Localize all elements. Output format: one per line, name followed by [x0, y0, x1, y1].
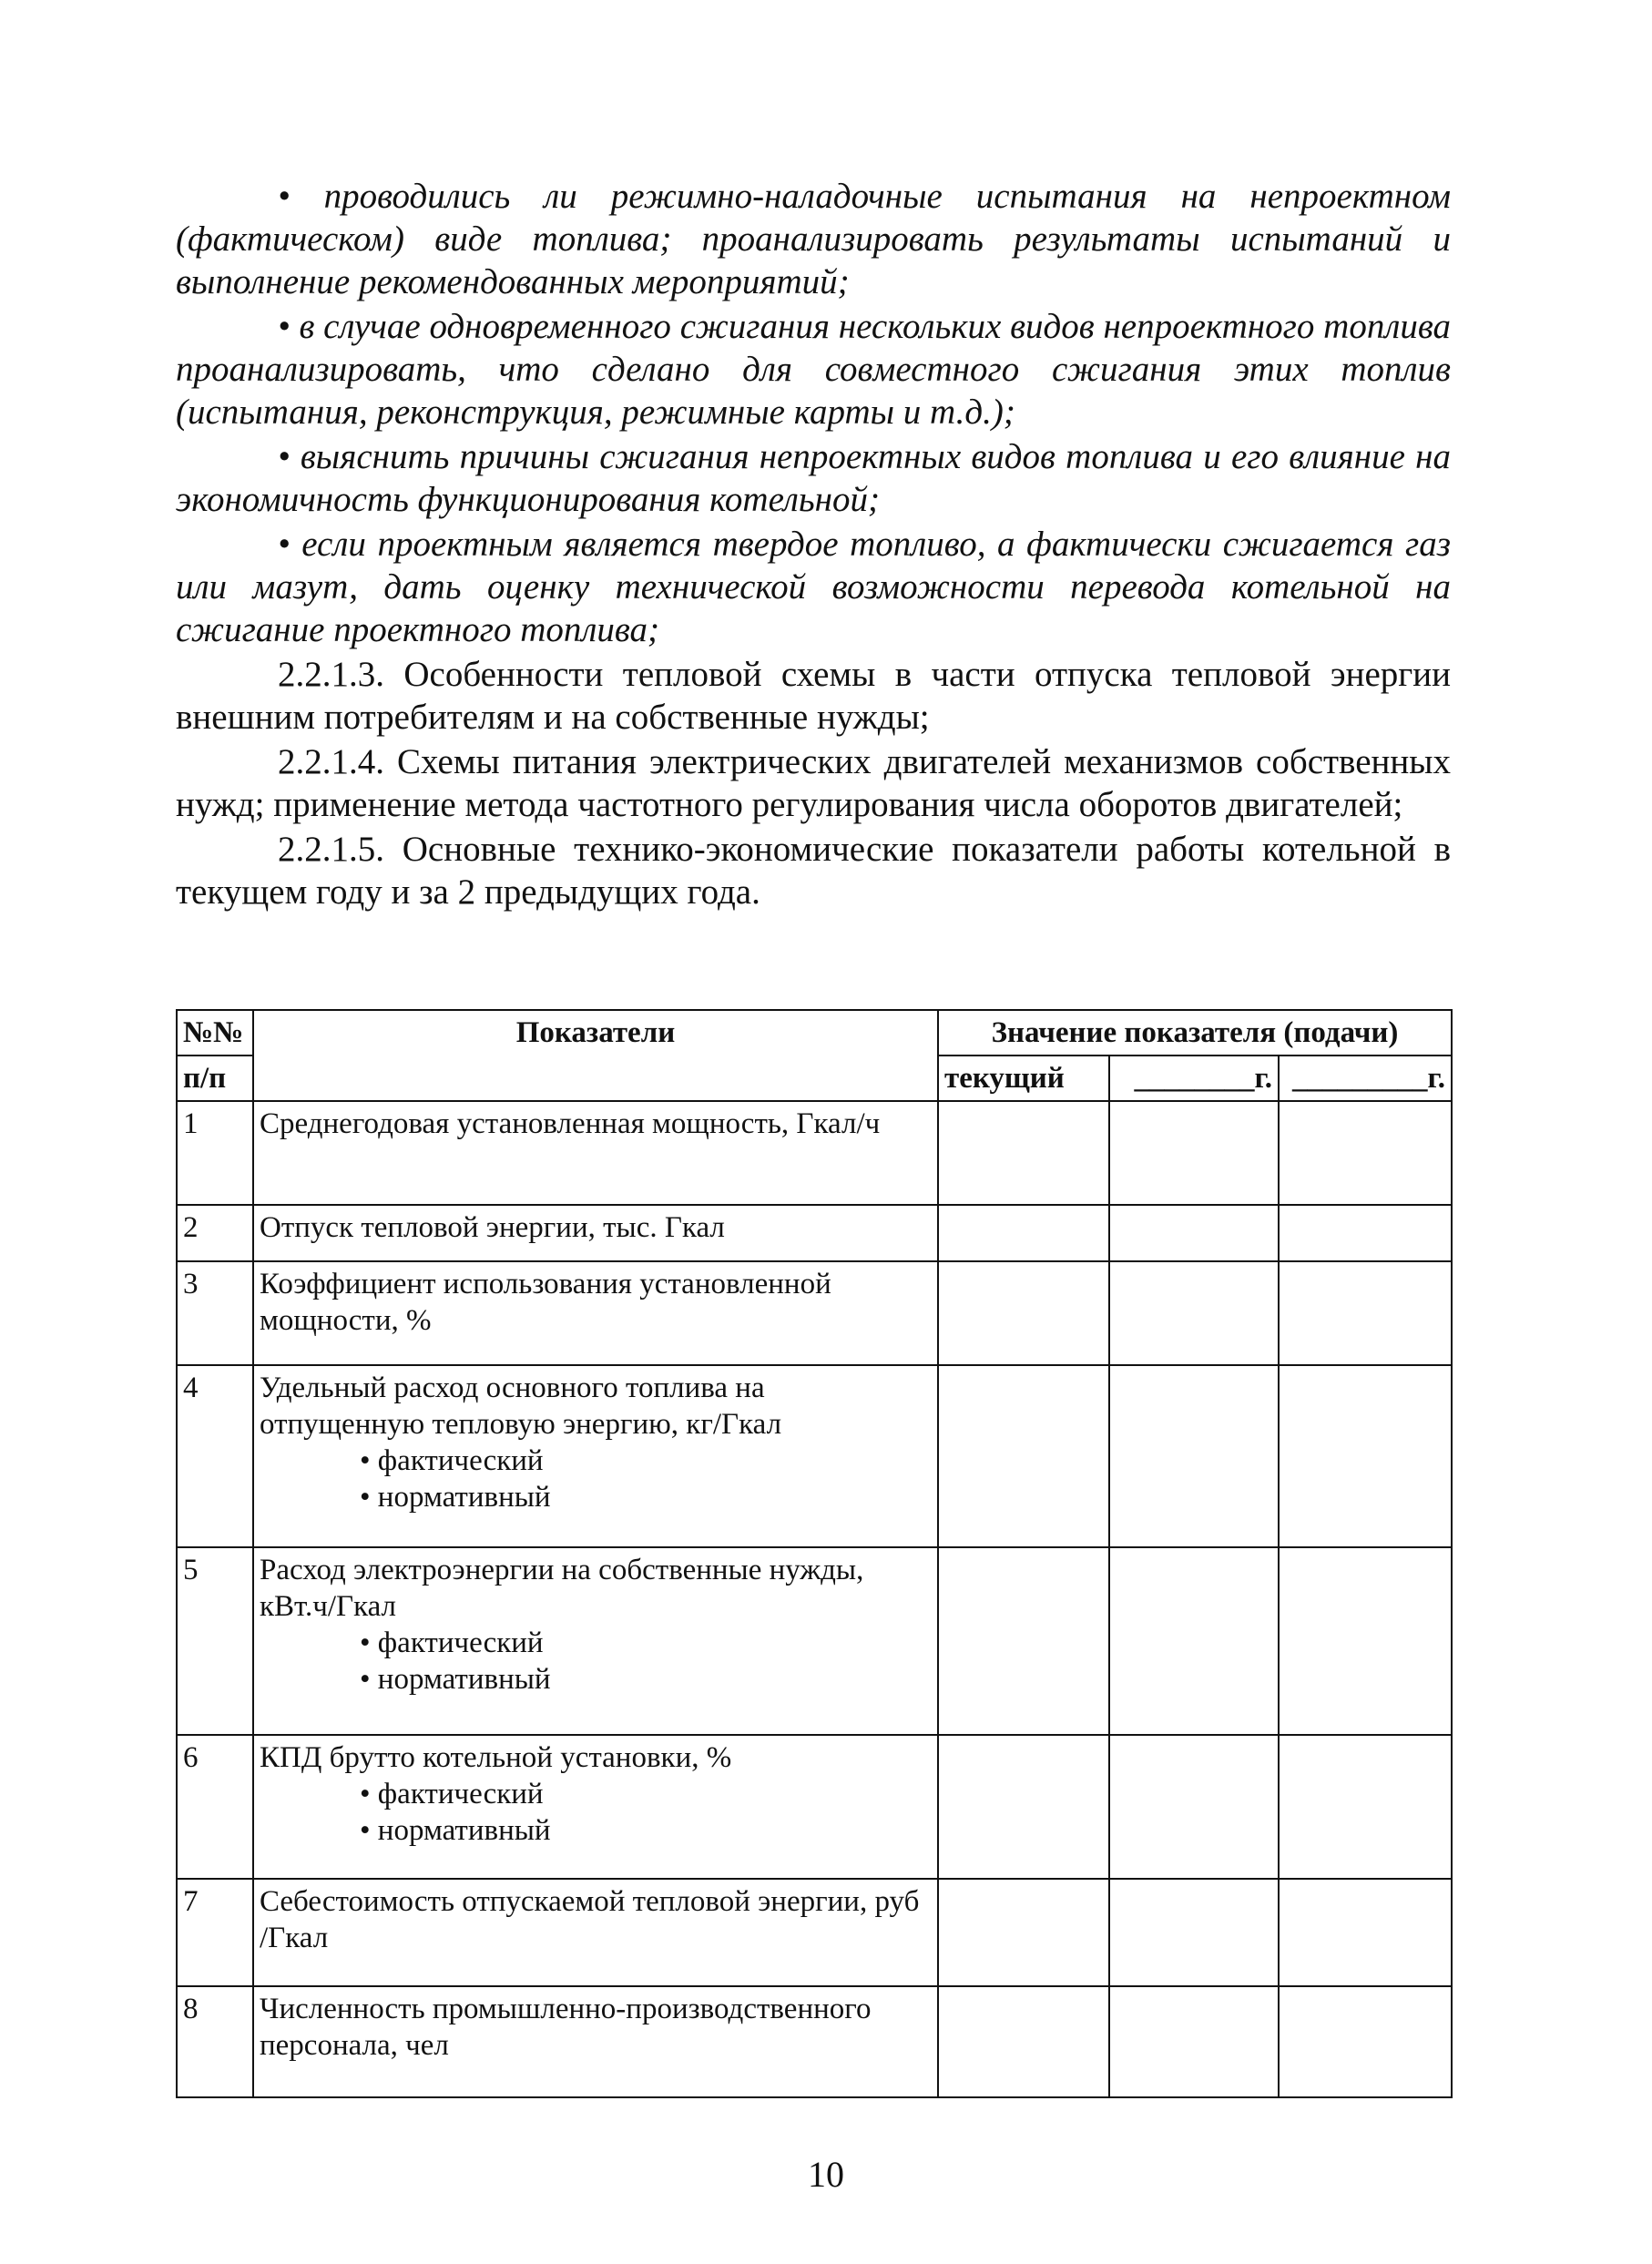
value-cell — [938, 1735, 1109, 1879]
value-cell — [1279, 1261, 1452, 1365]
indicator-text: Расход электроэнергии на собственные нужды, кВт.ч/Гкал — [260, 1554, 864, 1623]
row-indicator — [253, 1365, 938, 1547]
value-cell — [1279, 1735, 1452, 1879]
value-cell — [938, 1547, 1109, 1735]
value-cell — [1279, 1205, 1452, 1261]
indicator-text: Удельный расход основного топлива на отпущенную тепловую энергию, кг/Гкал — [260, 1372, 782, 1441]
row-number: 6 — [177, 1735, 253, 1879]
table-row — [177, 1101, 1452, 1205]
table-row — [177, 1205, 1452, 1261]
indicators-table — [176, 1009, 1453, 2098]
row-number: 2 — [177, 1205, 253, 1261]
row-indicator: Отпуск тепловой энергии, тыс. Гкал — [253, 1205, 938, 1261]
value-cell — [1109, 1261, 1279, 1365]
value-cell — [1279, 1365, 1452, 1547]
value-cell — [938, 1365, 1109, 1547]
row-indicator: Среднегодовая установленная мощность, Гкал/ч — [253, 1101, 938, 1205]
value-cell — [1109, 1101, 1279, 1205]
section-paragraph: 2.2.1.5. Основные технико-экономические показатели работы котельной в текущем году и за 2 предыдущих года. — [176, 830, 1451, 912]
row-number: 1 — [177, 1101, 253, 1205]
table-row — [177, 1986, 1452, 2097]
value-cell — [938, 1986, 1109, 2097]
bullet-actual: • фактический — [360, 1778, 544, 1810]
row-indicator: Коэффициент использования установленной мощности, % — [253, 1261, 938, 1365]
header-year-2: _________г. — [1279, 1056, 1452, 1101]
bullet-normative: • нормативный — [360, 1663, 551, 1696]
row-indicator — [253, 1735, 938, 1879]
value-cell — [1109, 1879, 1279, 1986]
value-cell — [1279, 1879, 1452, 1986]
bullet-actual: • фактический — [360, 1444, 544, 1477]
bullet-actual: • фактический — [360, 1627, 544, 1659]
body-text — [176, 175, 1451, 915]
value-cell — [1279, 1101, 1452, 1205]
page-number: 10 — [808, 2154, 844, 2195]
value-cell — [1279, 1547, 1452, 1735]
bullet-paragraph: • выяснить причины сжигания непроектных видов топлива и его влияние на экономичность функционирования котельной; — [176, 437, 1451, 519]
bullet-paragraph: • в случае одновременного сжигания нескольких видов непроектного топлива проанализировать, что сделано для совместного сжигания этих топлив (испытания, реконструкция, режимные карты и т.д.); — [176, 307, 1451, 432]
row-number: 4 — [177, 1365, 253, 1547]
table-row — [177, 1735, 1452, 1879]
table-header-row — [177, 1010, 1452, 1056]
row-number: 7 — [177, 1879, 253, 1986]
row-number: 5 — [177, 1547, 253, 1735]
row-number: 8 — [177, 1986, 253, 2097]
header-year-1: ________г. — [1109, 1056, 1279, 1101]
value-cell — [1109, 1365, 1279, 1547]
row-number: 3 — [177, 1261, 253, 1365]
row-indicator — [253, 1547, 938, 1735]
bullet-paragraph: • проводились ли режимно-наладочные испытания на непроектном (фактическом) виде топлива; проанализировать результаты испытаний и выполнение рекомендованных мероприятий; — [176, 177, 1451, 301]
value-cell — [938, 1101, 1109, 1205]
value-cell — [938, 1879, 1109, 1986]
row-indicator: Численность промышленно-производственного персонала, чел — [253, 1986, 938, 2097]
value-cell — [938, 1261, 1109, 1365]
table-row — [177, 1547, 1452, 1735]
table-row — [177, 1879, 1452, 1986]
bullet-paragraph: • если проектным является твердое топливо, а фактически сжигается газ или мазут, дать оценку технической возможности перевода котельной на сжигание проектного топлива; — [176, 525, 1451, 649]
bullet-normative: • нормативный — [360, 1481, 551, 1514]
value-cell — [1279, 1986, 1452, 2097]
indicator-text: КПД брутто котельной установки, % — [260, 1741, 732, 1774]
value-cell — [1109, 1547, 1279, 1735]
value-cell — [1109, 1205, 1279, 1261]
value-cell — [938, 1205, 1109, 1261]
header-number: №№ — [177, 1010, 253, 1056]
header-current: текущий — [938, 1056, 1109, 1101]
section-paragraph: 2.2.1.3. Особенности тепловой схемы в части отпуска тепловой энергии внешним потребителям и на собственные нужды; — [176, 655, 1451, 737]
header-indicators: Показатели — [253, 1010, 938, 1101]
header-number-line2: п/п — [177, 1056, 253, 1101]
value-cell — [1109, 1986, 1279, 2097]
table-row — [177, 1365, 1452, 1547]
value-cell — [1109, 1735, 1279, 1879]
table-row — [177, 1261, 1452, 1365]
bullet-normative: • нормативный — [360, 1814, 551, 1847]
header-values: Значение показателя (подачи) — [938, 1010, 1452, 1056]
row-indicator: Себестоимость отпускаемой тепловой энергии, руб /Гкал — [253, 1879, 938, 1986]
section-paragraph: 2.2.1.4. Схемы питания электрических двигателей механизмов собственных нужд; применение метода частотного регулирования числа оборотов двигателей; — [176, 742, 1451, 824]
